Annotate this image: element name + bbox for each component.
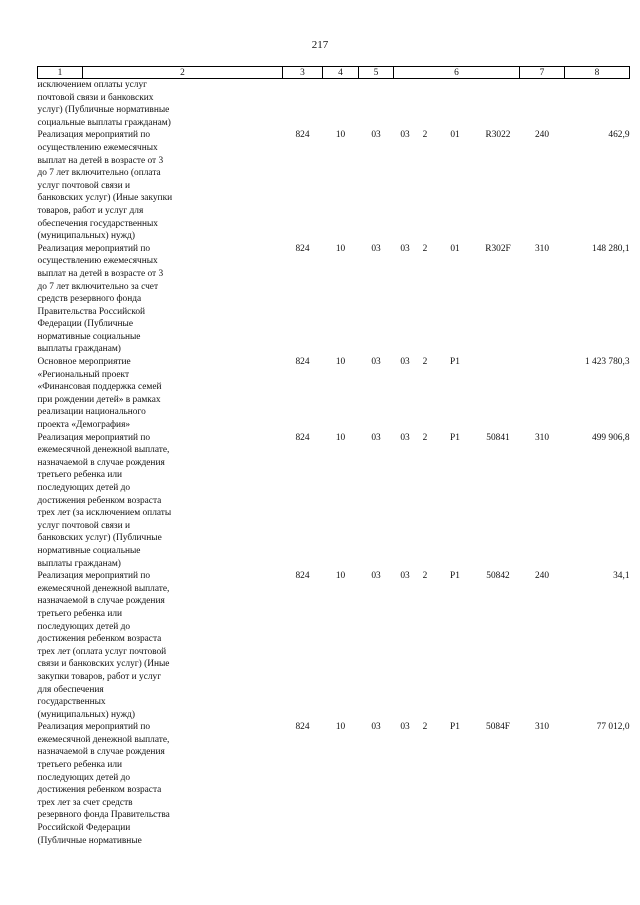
cell-expense-type	[520, 79, 565, 130]
cell-subprogram: 2	[422, 357, 428, 368]
cell-subprogram: 2	[422, 432, 428, 443]
cell-ministry: 824	[295, 432, 310, 443]
table-row	[38, 570, 630, 721]
cell-amount: 77 012,0	[596, 722, 630, 733]
cell-subprogram: 2	[422, 243, 428, 254]
table-row	[38, 356, 630, 432]
cell-program	[394, 79, 417, 130]
table-row	[38, 79, 630, 130]
cell-subprogram	[417, 79, 434, 130]
cell-section	[323, 79, 359, 130]
row-description: Реализация мероприятий по осуществлению ежемесячных выплат на детей в возрасте от 3 до 7 лет включительно за счет средств резервного фонда Правительства Российской Федерации (Публичные нормативные социальные выплаты гражданам)	[37, 243, 164, 355]
cell-expense-type: 240	[534, 130, 550, 141]
column-header-6: 6	[394, 67, 520, 79]
cell-ministry: 824	[295, 130, 310, 141]
cell-subsection: 03	[371, 571, 381, 582]
table-row	[38, 721, 630, 847]
cell-direction: 50842	[486, 571, 510, 582]
cell-amount	[565, 79, 630, 130]
row-description: Реализация мероприятий по ежемесячной денежной выплате, назначаемой в случае рождения третьего ребенка или последующих детей до достижения ребенком возраста трех лет за счет средств резервного фонда Правительства Российской Федерации (Публичные нормативные	[37, 722, 170, 846]
cell-expense-type: 310	[534, 432, 550, 443]
cell-direction: 5084F	[486, 722, 510, 733]
cell-subsection: 03	[371, 243, 381, 254]
column-header-5: 5	[359, 67, 394, 79]
cell-ministry: 824	[295, 722, 310, 733]
row-description: Реализация мероприятий по осуществлению ежемесячных выплат на детей в возрасте от 3 до 7 лет включительно (оплата услуг почтовой связи и банковских услуг) (Иные закупки товаров, работ и услуг для обеспечения государственных (муниципальных) нужд)	[37, 130, 173, 242]
cell-section: 10	[335, 357, 346, 368]
cell-expense-type: 310	[534, 722, 550, 733]
cell-event	[434, 79, 477, 130]
cell-subsection: 03	[371, 357, 381, 368]
column-header-8: 8	[565, 67, 630, 79]
cell-direction: R3022	[485, 130, 511, 141]
cell-program: 03	[400, 243, 410, 254]
cell-expense-type	[520, 356, 565, 432]
cell-ministry	[283, 79, 323, 130]
column-header-7: 7	[520, 67, 565, 79]
cell-event: P1	[450, 432, 460, 443]
cell-ministry: 824	[295, 243, 310, 254]
cell-section: 10	[335, 432, 346, 443]
column-header-4: 4	[323, 67, 359, 79]
cell-program: 03	[400, 357, 410, 368]
cell-ministry: 824	[295, 357, 310, 368]
cell-subprogram: 2	[422, 571, 428, 582]
cell-event: 01	[450, 243, 460, 254]
header-row	[38, 67, 630, 79]
cell-amount: 148 280,1	[592, 243, 630, 254]
cell-direction	[477, 79, 520, 130]
column-header-2: 2	[83, 67, 283, 79]
budget-table	[37, 66, 630, 847]
cell-subsection	[359, 79, 394, 130]
cell-section: 10	[335, 722, 346, 733]
cell-event: 01	[450, 130, 460, 141]
cell-expense-type: 240	[534, 571, 550, 582]
column-header-3: 3	[283, 67, 323, 79]
table-row	[38, 432, 630, 571]
cell-ministry: 824	[295, 571, 310, 582]
cell-expense-type: 310	[534, 243, 550, 254]
cell-program: 03	[400, 432, 410, 443]
cell-event: P1	[450, 357, 460, 368]
cell-event: P1	[450, 722, 460, 733]
cell-direction: 50841	[486, 432, 510, 443]
cell-direction	[477, 356, 520, 432]
cell-section: 10	[335, 243, 346, 254]
cell-amount: 462,9	[608, 130, 630, 141]
cell-subprogram: 2	[422, 722, 428, 733]
cell-amount: 499 906,8	[592, 432, 630, 443]
page-number: 217	[311, 39, 329, 51]
cell-subprogram: 2	[422, 130, 428, 141]
row-description: Реализация мероприятий по ежемесячной денежной выплате, назначаемой в случае рождения третьего ребенка или последующих детей до достижения ребенком возраста трех лет (оплата услуг почтовой связи и банковских услуг) (Иные закупки товаров, работ и услуг для обеспечения государственных (муниципальных) нужд)	[37, 571, 170, 720]
cell-subsection: 03	[371, 722, 381, 733]
cell-program: 03	[400, 722, 410, 733]
cell-section: 10	[335, 130, 346, 141]
cell-direction: R302F	[485, 243, 511, 254]
cell-program: 03	[400, 571, 410, 582]
cell-section: 10	[335, 571, 346, 582]
cell-amount: 34,1	[613, 571, 630, 582]
row-description: Реализация мероприятий по ежемесячной денежной выплате, назначаемой в случае рождения третьего ребенка или последующих детей до достижения ребенком возраста трех лет (за исключением оплаты услуг почтовой связи и банковских услуг) (Публичные нормативные социальные выплаты гражданам)	[37, 432, 172, 569]
row-description: Основное мероприятие «Региональный проект «Финансовая поддержка семей при рождении детей» в рамках реализации национального проекта «Демография»	[37, 357, 162, 431]
cell-amount: 1 423 780,3	[584, 357, 630, 368]
cell-event: P1	[450, 571, 460, 582]
cell-program: 03	[400, 130, 410, 141]
table-row	[38, 129, 630, 242]
column-header-1: 1	[38, 67, 83, 79]
cell-subsection: 03	[371, 432, 381, 443]
row-description: исключением оплаты услуг почтовой связи и банковских услуг) (Публичные нормативные социальные выплаты гражданам)	[37, 80, 171, 128]
table-row	[38, 243, 630, 356]
cell-subsection: 03	[371, 130, 381, 141]
